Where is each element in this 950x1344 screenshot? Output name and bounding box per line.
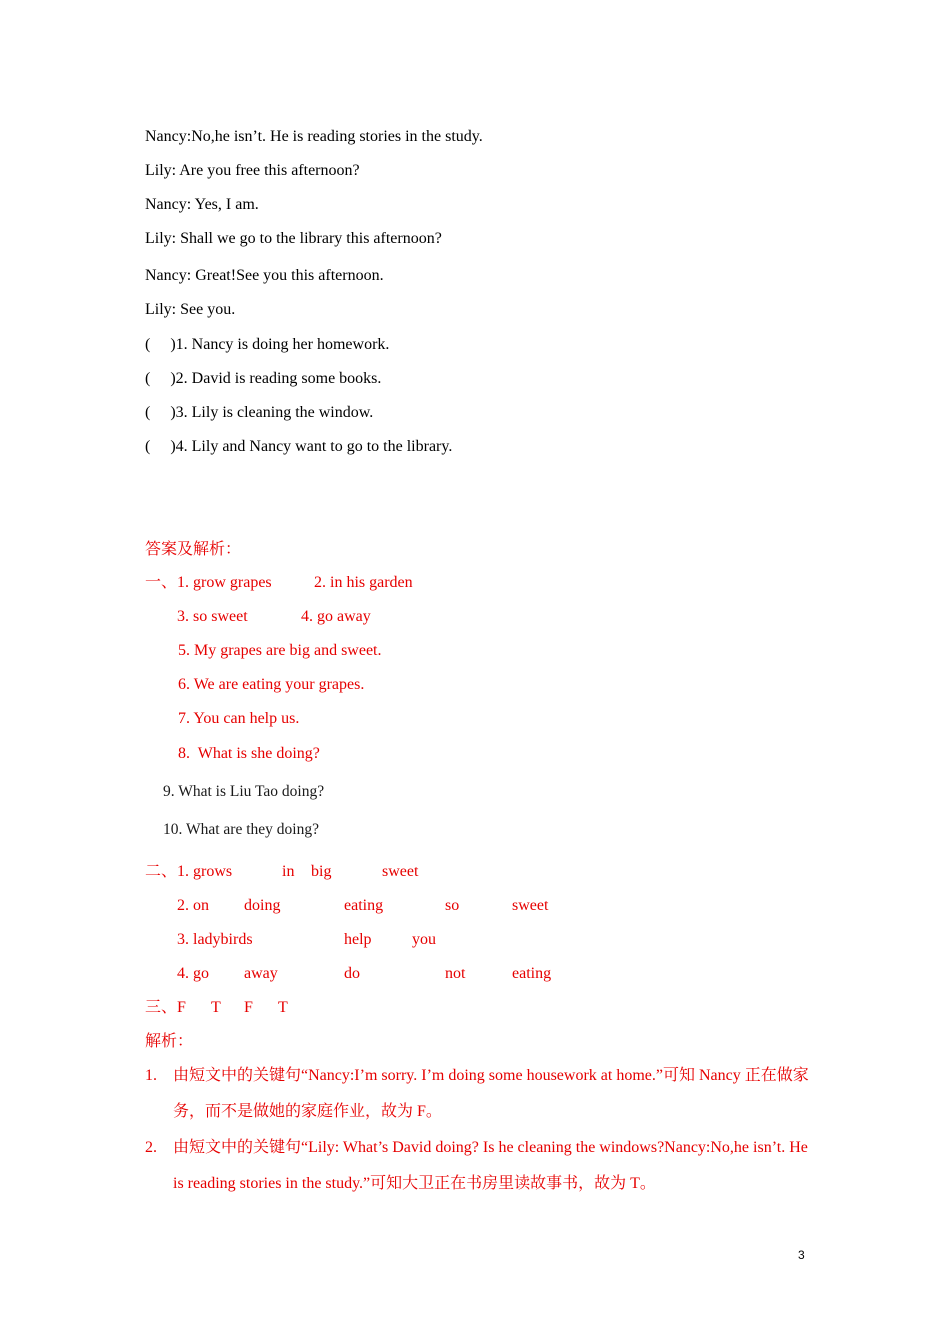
answer-word: 4. go — [177, 965, 209, 982]
answer-item: 1. grow grapes — [177, 574, 272, 591]
part2-prefix: 二、 — [145, 863, 178, 880]
answer-item: 2. in his garden — [314, 574, 413, 591]
answer-item: 5. My grapes are big and sweet. — [178, 642, 382, 659]
analysis-number: 1. — [145, 1067, 157, 1084]
answer-word: sweet — [382, 863, 419, 880]
tf-answer: F — [177, 999, 186, 1016]
answer-word: 2. on — [177, 897, 209, 914]
answer-word: away — [244, 965, 278, 982]
answer-item: 8. What is she doing? — [178, 745, 320, 762]
answers-heading: 答案及解析： — [145, 541, 242, 558]
answer-item: 7. You can help us. — [178, 710, 300, 727]
analysis-number: 2. — [145, 1139, 157, 1156]
answer-word: not — [445, 965, 466, 982]
answer-word: help — [344, 931, 372, 948]
part1-prefix: 一、 — [145, 574, 178, 591]
analysis-text: 由短文中的关键句“Nancy:I’m sorry. I’m doing some housework at home.”可知 Nancy 正在做家务，而不是做她的家庭作业，故为 F。 — [173, 1067, 809, 1120]
answer-item: 3. so sweet — [177, 608, 248, 625]
answer-word: doing — [244, 897, 281, 914]
question-item: ( )4. Lily and Nancy want to go to the library. — [145, 438, 453, 455]
analysis-heading: 解析： — [145, 1033, 194, 1050]
dialogue-line: Lily: Shall we go to the library this afternoon? — [145, 230, 442, 247]
tf-answer: T — [278, 999, 288, 1016]
answer-word: so — [445, 897, 460, 914]
question-item: ( )1. Nancy is doing her homework. — [145, 336, 390, 353]
dialogue-line: Nancy: Yes, I am. — [145, 196, 259, 213]
question-item: ( )3. Lily is cleaning the window. — [145, 404, 374, 421]
answer-word: big — [311, 863, 332, 880]
answer-word: 3. ladybirds — [177, 931, 253, 948]
answer-word: you — [412, 931, 436, 948]
answer-word: in — [282, 863, 295, 880]
dialogue-line: Nancy: Great!See you this afternoon. — [145, 267, 384, 284]
dialogue-line: Lily: See you. — [145, 301, 236, 318]
answer-item: 4. go away — [301, 608, 371, 625]
analysis-item — [145, 1130, 810, 1202]
tf-answer: T — [211, 999, 221, 1016]
part3-prefix: 三、 — [145, 999, 178, 1016]
page-number: 3 — [798, 1248, 805, 1262]
dialogue-line: Nancy:No,he isn’t. He is reading stories in the study. — [145, 128, 483, 145]
answer-item: 10. What are they doing? — [163, 821, 319, 838]
analysis-text: 由短文中的关键句“Lily: What’s David doing? Is he cleaning the windows?Nancy:No,he isn’t. He is reading stories in the study.”可知大卫正在书房里读故事书，故为 T。 — [173, 1139, 808, 1192]
answer-item: 6. We are eating your grapes. — [178, 676, 365, 693]
answer-word: eating — [344, 897, 384, 914]
answer-word: 1. grows — [177, 863, 233, 880]
dialogue-line: Lily: Are you free this afternoon? — [145, 162, 360, 179]
tf-answer: F — [244, 999, 253, 1016]
answer-word: do — [344, 965, 360, 982]
answer-word: sweet — [512, 897, 549, 914]
answer-word: eating — [512, 965, 552, 982]
analysis-item — [145, 1058, 810, 1130]
question-item: ( )2. David is reading some books. — [145, 370, 382, 387]
answer-item: 9. What is Liu Tao doing? — [163, 783, 325, 800]
